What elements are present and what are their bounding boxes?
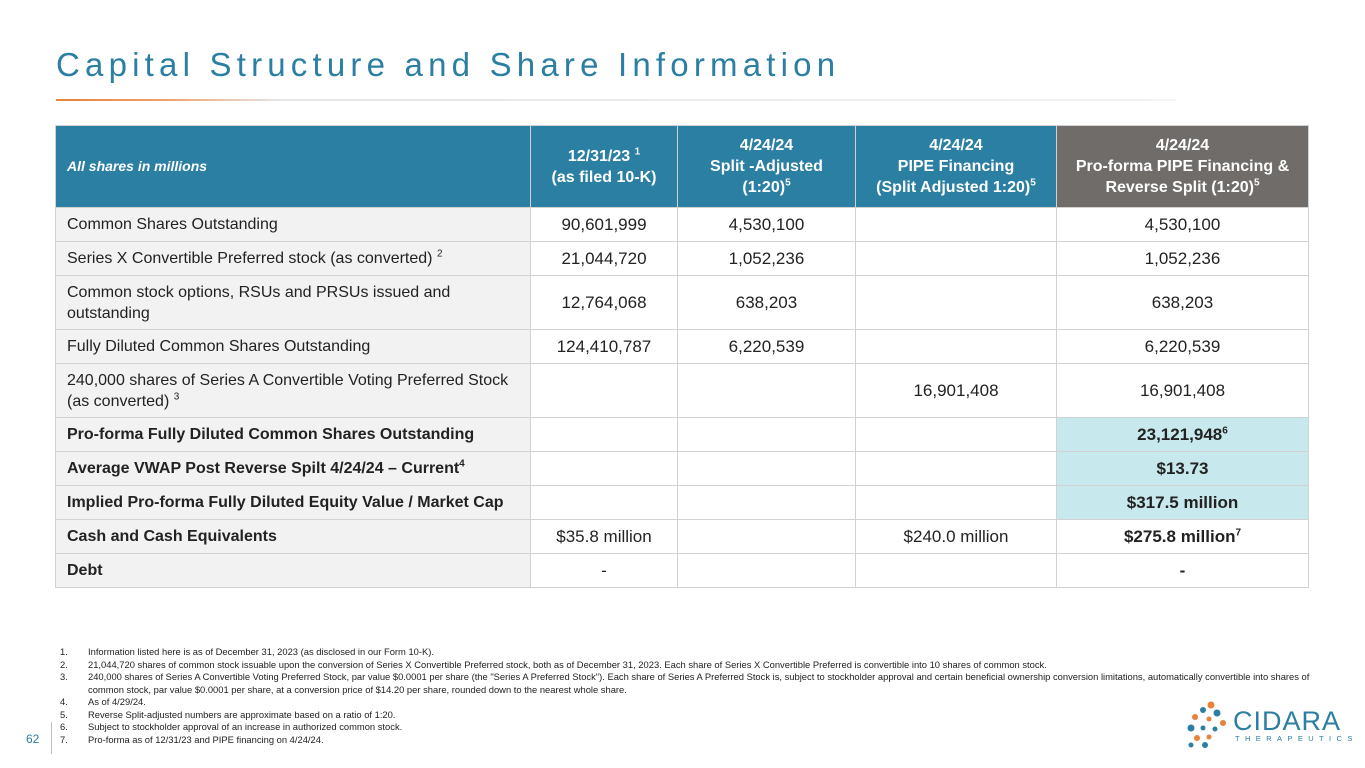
table-cell: $275.8 million$^7$	[1057, 520, 1309, 554]
table-row	[56, 276, 1309, 330]
table-cell	[678, 364, 856, 418]
table-cell: $240.0 million	[856, 520, 1057, 554]
table-cell: 16,901,408	[856, 364, 1057, 418]
logo-dots-icon	[1185, 700, 1233, 750]
table-cell	[856, 452, 1057, 486]
table-cell	[856, 554, 1057, 588]
logo-wordmark: CIDARA	[1233, 706, 1342, 736]
table-cell: 1,052,236	[1057, 242, 1309, 276]
row-label: 240,000 shares of Series A Convertible Voting Preferred Stock (as converted) $^3$	[56, 364, 531, 418]
header-cell: 4/24/24 Pro-forma PIPE Financing & Reverse Split (1:20)$^5$	[1057, 126, 1309, 208]
row-label: Cash and Cash Equivalents	[56, 520, 531, 554]
table-cell	[856, 208, 1057, 242]
table-cell	[856, 276, 1057, 330]
row-label: Common Shares Outstanding	[56, 208, 531, 242]
page-number: 62	[26, 732, 40, 746]
header-cell: 4/24/24 PIPE Financing (Split Adjusted 1:20)$^5$	[856, 126, 1057, 208]
table-row	[56, 554, 1309, 588]
table-cell: 1,052,236	[678, 242, 856, 276]
table-cell: 638,203	[678, 276, 856, 330]
row-label: Implied Pro-forma Fully Diluted Equity Value / Market Cap	[56, 486, 531, 520]
table-cell: $35.8 million	[531, 520, 678, 554]
footnote: 6. Subject to stockholder approval of an increase in authorized common stock.	[60, 721, 403, 732]
table-cell	[678, 554, 856, 588]
company-logo	[1185, 700, 1358, 750]
highlight-cell: 23,121,948$^6$	[1057, 418, 1309, 452]
table-cell	[531, 486, 678, 520]
table-cell: 6,220,539	[678, 330, 856, 364]
table-cell: 124,410,787	[531, 330, 678, 364]
footnote: 4. As of 4/29/24.	[60, 696, 146, 707]
highlight-cell: $317.5 million	[1057, 486, 1309, 520]
table-cell: 90,601,999	[531, 208, 678, 242]
table-row	[56, 418, 1309, 452]
table-cell	[856, 242, 1057, 276]
table-cell: 4,530,100	[1057, 208, 1309, 242]
footnote: 3. 240,000 shares of Series A Convertible Voting Preferred Stock, par value $0.0001 per share (the "Series A Preferred Stock"). Each share of Series A Preferred Stock is, subject to stockholder approval and certain beneficial ownership conversion limitations, automatically convertible into shares of common stock, par value $0.0001 per share, at a conversion price of $14.20 per share, rounded down to the nearest whole share.	[60, 671, 1310, 695]
table-cell: 4,530,100	[678, 208, 856, 242]
table-cell	[531, 364, 678, 418]
row-label: Average VWAP Post Reverse Spilt 4/24/24 – Current$^4$	[56, 452, 531, 486]
row-label: Debt	[56, 554, 531, 588]
table-row	[56, 364, 1309, 418]
table-header-row	[56, 126, 1309, 208]
footnotes	[60, 646, 1330, 746]
header-cell: 12/31/23 $^1$ (as filed 10-K)	[531, 126, 678, 208]
header-cell: 4/24/24 Split -Adjusted (1:20)$^5$	[678, 126, 856, 208]
table-row	[56, 452, 1309, 486]
table-cell: -	[1057, 554, 1309, 588]
table-row	[56, 330, 1309, 364]
table-cell	[856, 330, 1057, 364]
page-number-divider	[51, 722, 52, 754]
footnote: 5. Reverse Split-adjusted numbers are approximate based on a ratio of 1:20.	[60, 708, 396, 720]
row-label: Common stock options, RSUs and PRSUs issued and outstanding	[56, 276, 531, 330]
title-underline	[56, 99, 1176, 101]
row-label: Pro-forma Fully Diluted Common Shares Outstanding	[56, 418, 531, 452]
table-cell: -	[531, 554, 678, 588]
capital-structure-table	[55, 125, 1309, 588]
table-cell	[678, 418, 856, 452]
table-cell	[678, 452, 856, 486]
header-cell: All shares in millions	[56, 126, 531, 208]
table-cell: 638,203	[1057, 276, 1309, 330]
table-cell: 6,220,539	[1057, 330, 1309, 364]
footnote: 1. Information listed here is as of December 31, 2023 (as disclosed in our Form 10-K).	[60, 646, 434, 657]
table-cell	[678, 486, 856, 520]
table-row	[56, 242, 1309, 276]
highlight-cell: $13.73	[1057, 452, 1309, 486]
page-title: Capital Structure and Share Information	[56, 46, 841, 83]
table-cell: 12,764,068	[531, 276, 678, 330]
table-cell: 21,044,720	[531, 242, 678, 276]
table-row	[56, 520, 1309, 554]
row-label: Fully Diluted Common Shares Outstanding	[56, 330, 531, 364]
table-row	[56, 208, 1309, 242]
table-row	[56, 486, 1309, 520]
table-cell: 16,901,408	[1057, 364, 1309, 418]
table-cell	[531, 418, 678, 452]
table-cell	[678, 520, 856, 554]
table-cell	[531, 452, 678, 486]
footnote: 2. 21,044,720 shares of common stock issuable upon the conversion of Series X Convertible Preferred stock, both as of December 31, 2023. Each share of Series X Convertible Preferred is convertible into 10 shares of common stock.	[60, 658, 1047, 670]
footnote: 7. Pro-forma as of 12/31/23 and PIPE financing on 4/24/24.	[60, 733, 324, 745]
table-cell	[856, 486, 1057, 520]
row-label: Series X Convertible Preferred stock (as converted) $^2$	[56, 242, 531, 276]
logo-subtitle: THERAPEUTICS	[1235, 734, 1358, 743]
table-cell	[856, 418, 1057, 452]
